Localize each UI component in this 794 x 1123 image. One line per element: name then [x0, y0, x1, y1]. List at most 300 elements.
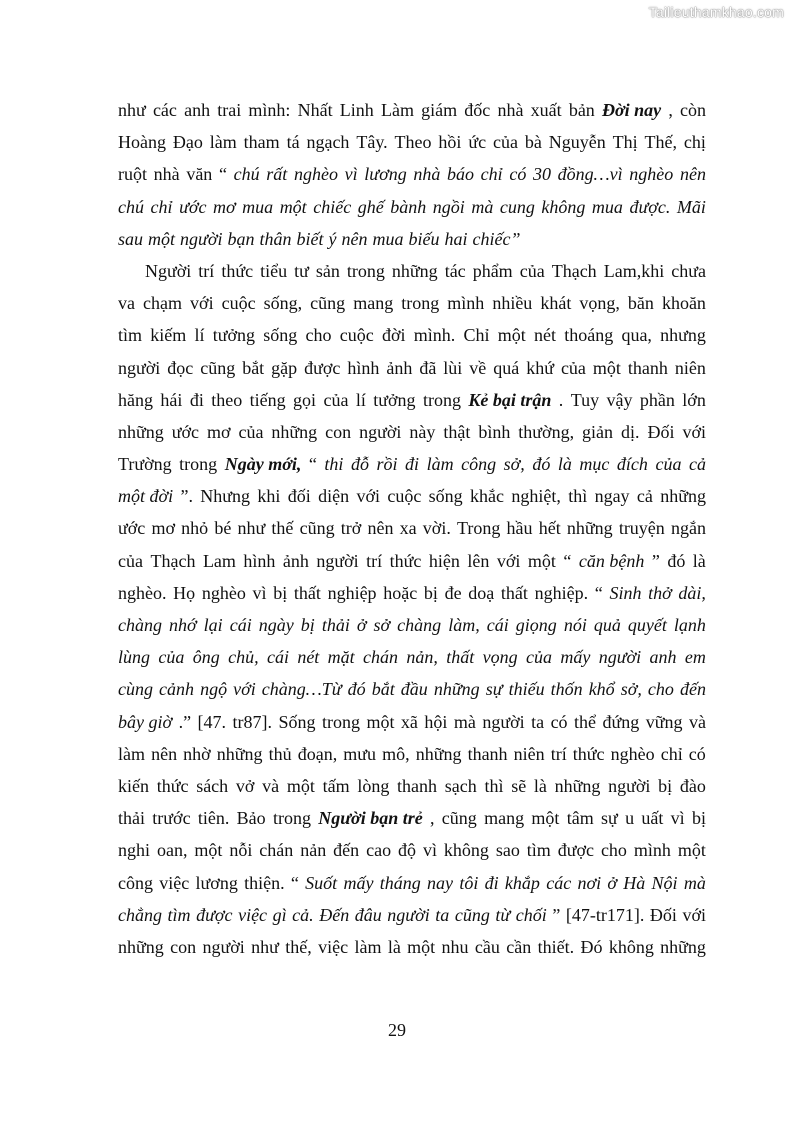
- word: chỉ: [150, 196, 173, 217]
- word: tham: [243, 132, 280, 153]
- word: căn bệnh: [578, 550, 645, 571]
- word: báo: [447, 164, 475, 185]
- word: đích: [616, 454, 648, 475]
- word: mình:: [248, 100, 291, 120]
- word: giản: [582, 421, 614, 442]
- word: mơ: [151, 518, 175, 539]
- word: qua,: [621, 325, 652, 346]
- word: nét: [297, 647, 320, 668]
- word: đời: [381, 325, 406, 346]
- text-line: [118, 673, 706, 705]
- word: ước: [179, 196, 207, 217]
- word: chẳng: [118, 904, 162, 925]
- word: trí: [550, 743, 567, 764]
- word: u: [625, 808, 635, 829]
- word: Chỉ: [463, 325, 490, 346]
- word: chưa: [671, 260, 706, 281]
- word: việc: [238, 904, 268, 925]
- text-line: [118, 448, 706, 480]
- word: nản: [300, 840, 327, 861]
- word: đào: [679, 775, 706, 796]
- word: độ: [398, 840, 417, 861]
- word: Nhưng: [200, 486, 251, 507]
- word: cung: [499, 196, 535, 217]
- word: được: [557, 840, 594, 861]
- word: 30: [532, 164, 551, 185]
- word: cao: [366, 840, 392, 861]
- word: em: [684, 647, 706, 668]
- word: thất: [293, 582, 321, 603]
- text-line: [118, 480, 706, 512]
- word: niên: [513, 743, 545, 764]
- word: mang: [353, 293, 394, 314]
- word: thốn: [550, 679, 583, 700]
- word: người: [180, 228, 223, 249]
- word: Trường: [118, 454, 172, 475]
- word: bị: [273, 582, 288, 603]
- word: anh: [184, 100, 211, 120]
- word: là: [557, 454, 572, 475]
- word: nghiệt,: [511, 486, 561, 507]
- word: nhưng: [660, 325, 706, 346]
- word: nghiệp.: [534, 582, 589, 603]
- word: ”: [552, 904, 561, 925]
- word: ngắn: [670, 518, 706, 539]
- word: trai: [217, 100, 242, 120]
- word: Nguyễn: [548, 132, 606, 153]
- word: ngay: [594, 486, 630, 507]
- word: bị: [658, 775, 673, 796]
- word: thì: [484, 775, 504, 796]
- word: mình.: [413, 325, 456, 346]
- word: tiếng: [249, 389, 286, 410]
- word: sở: [373, 615, 391, 635]
- word: trước: [152, 808, 191, 829]
- word: truyện: [618, 518, 665, 539]
- word: lí: [355, 389, 366, 410]
- word: mà: [453, 711, 476, 732]
- word: khổ: [588, 679, 615, 700]
- word: nản,: [406, 647, 438, 668]
- word: cần: [506, 936, 532, 957]
- word: sạch: [444, 775, 477, 796]
- word: [47.: [197, 711, 227, 732]
- word: rồi: [376, 454, 398, 475]
- text-line: [118, 641, 706, 673]
- word: một: [677, 840, 706, 861]
- word: các: [546, 872, 572, 893]
- word: thanh: [467, 743, 508, 764]
- text-line: [118, 94, 706, 126]
- word: Làm: [380, 100, 414, 120]
- word: cuộc: [387, 486, 422, 507]
- word: nhà: [497, 100, 524, 120]
- text-line: [118, 319, 706, 351]
- word: mang: [484, 808, 525, 829]
- word: như: [237, 518, 266, 539]
- word: ức: [468, 132, 487, 153]
- word: xuất: [530, 100, 562, 120]
- word: vọng,: [579, 293, 620, 314]
- word: Lam: [202, 550, 236, 571]
- word: Đạo: [172, 132, 203, 153]
- word: cầu: [474, 936, 500, 957]
- word: mơ: [206, 421, 231, 442]
- word: với: [356, 486, 380, 507]
- word: nghi: [118, 840, 151, 861]
- word: oan,: [156, 840, 188, 861]
- word: này: [409, 421, 436, 442]
- word: còn: [680, 100, 706, 120]
- word: Nhất: [297, 100, 333, 120]
- word: Theo: [394, 132, 432, 153]
- word: sẽ: [511, 775, 527, 796]
- word: bây giờ: [118, 711, 173, 732]
- word: của: [238, 421, 264, 442]
- word: lên: [467, 550, 490, 571]
- word: người: [482, 711, 525, 732]
- word: người: [608, 775, 651, 796]
- word: với: [682, 421, 706, 442]
- word: Đối: [649, 904, 677, 925]
- word: biết: [296, 228, 324, 249]
- word: Đời nay: [601, 100, 662, 120]
- text-line: [118, 545, 706, 577]
- word: anh: [649, 647, 677, 668]
- word: vững: [645, 711, 683, 732]
- word: phẩm: [472, 260, 513, 281]
- word: nên: [679, 164, 706, 185]
- word: Kẻ bại trận: [468, 389, 552, 410]
- word: sự: [485, 679, 503, 700]
- word: kiếm: [150, 325, 187, 346]
- word: ruột: [118, 164, 147, 185]
- word: chàng: [118, 615, 162, 635]
- word: mà: [471, 196, 494, 217]
- word: sở,: [503, 454, 525, 475]
- word: ước: [118, 518, 146, 539]
- text-line: [118, 867, 706, 899]
- word: khi: [257, 486, 281, 507]
- word: những: [118, 421, 164, 442]
- word: không: [541, 196, 586, 217]
- word: khát: [540, 293, 572, 314]
- word: đứng: [602, 711, 640, 732]
- word: cuộc: [221, 293, 256, 314]
- word: một: [497, 325, 526, 346]
- word: tháng: [379, 872, 421, 893]
- word: vì: [670, 808, 685, 829]
- word: ,: [430, 808, 435, 829]
- word: có: [550, 711, 568, 732]
- word: có: [688, 743, 706, 764]
- word: ảnh: [282, 550, 309, 571]
- word: tôi: [459, 872, 479, 893]
- word: khắp: [504, 872, 540, 893]
- word: va: [118, 293, 135, 314]
- word: Trong: [457, 518, 501, 539]
- word: ghế: [357, 196, 384, 217]
- word: đốc: [464, 100, 491, 120]
- word: tấm: [322, 775, 350, 796]
- word: sự: [601, 808, 618, 829]
- word: xã: [400, 711, 418, 732]
- word: không: [443, 840, 489, 861]
- word: một: [527, 550, 556, 571]
- word: thủ: [268, 743, 292, 764]
- word: người: [118, 357, 161, 378]
- word: cái: [486, 615, 509, 635]
- word: người: [359, 421, 402, 442]
- word: tá: [286, 132, 300, 153]
- word: sống: [263, 325, 298, 346]
- word: giọng: [515, 615, 557, 635]
- word: nên: [151, 743, 178, 764]
- word: vì: [344, 164, 358, 185]
- word: Đối: [647, 421, 675, 442]
- word: con: [170, 936, 197, 957]
- word: nơi: [577, 872, 602, 893]
- word: nghèo: [629, 164, 674, 185]
- word: hội: [424, 711, 448, 732]
- word: thường,: [518, 421, 575, 442]
- word: thì: [568, 486, 588, 507]
- word: thất: [500, 582, 528, 603]
- word: mấy: [343, 872, 374, 893]
- word: tâm: [566, 808, 594, 829]
- word: bạn: [227, 228, 255, 249]
- word: trí: [198, 260, 215, 281]
- word: được: [196, 904, 233, 925]
- word: khoăn: [661, 293, 706, 314]
- page-number: 29: [388, 1020, 406, 1040]
- word: của: [492, 132, 518, 153]
- word: Nội: [651, 872, 678, 893]
- word: một: [279, 196, 307, 217]
- word: cả: [688, 454, 706, 475]
- word: khắc: [470, 486, 505, 507]
- word: bé: [214, 518, 232, 539]
- word: tiểu: [260, 260, 288, 281]
- word: những: [415, 743, 462, 764]
- word: hình: [347, 357, 380, 378]
- word: tìm: [118, 325, 143, 346]
- word: diện: [318, 486, 350, 507]
- word: làm: [426, 454, 454, 475]
- word: nét: [533, 325, 556, 346]
- word: ở: [356, 615, 367, 635]
- word: Người bạn trẻ: [318, 808, 423, 829]
- word: vở: [235, 775, 255, 796]
- word: được.: [629, 196, 671, 217]
- word: gặp: [271, 357, 298, 378]
- word: bắt: [242, 357, 265, 378]
- word: người: [202, 936, 245, 957]
- word: hết: [538, 518, 561, 539]
- word: hái: [160, 389, 183, 410]
- word: một: [286, 775, 315, 796]
- word: bành: [390, 196, 427, 217]
- word: uất: [641, 808, 664, 829]
- text-line: [118, 384, 706, 416]
- word: chiếc: [313, 196, 352, 217]
- word: của: [118, 550, 143, 571]
- word: nên: [367, 518, 394, 539]
- word: đó: [532, 454, 551, 475]
- word: sách: [196, 775, 229, 796]
- word: tưởng: [373, 389, 416, 410]
- word: thanh: [397, 775, 438, 796]
- text-line: [118, 255, 706, 287]
- word: của: [655, 454, 682, 475]
- word: ngộ: [200, 679, 228, 700]
- word: đe: [444, 582, 462, 603]
- word: nỗi: [229, 840, 253, 861]
- word: trong: [401, 293, 440, 314]
- word: .”: [178, 711, 192, 732]
- word: đối: [287, 486, 311, 507]
- word: thế: [271, 518, 294, 539]
- word: .: [558, 389, 564, 410]
- text-line: [118, 126, 706, 158]
- word: nhỏ: [181, 518, 209, 539]
- word: Đó: [580, 936, 603, 957]
- word: cuộc: [339, 325, 374, 346]
- word: nghèo: [293, 164, 338, 185]
- word: thể: [574, 711, 597, 732]
- word: ngày: [258, 615, 294, 635]
- word: lòng: [357, 775, 390, 796]
- word: một: [366, 711, 395, 732]
- word: nói: [563, 615, 587, 635]
- word: gọi: [293, 389, 317, 410]
- word: nhu: [441, 936, 469, 957]
- word: của: [158, 647, 185, 668]
- word: hồi: [438, 132, 462, 153]
- word: thất: [446, 647, 475, 668]
- word: Mãi: [676, 196, 706, 217]
- word: kiến: [118, 775, 149, 796]
- word: Suốt: [305, 872, 338, 893]
- word: ta: [435, 904, 450, 925]
- word: cũng: [299, 518, 335, 539]
- document-body: [118, 94, 706, 963]
- word: là: [533, 775, 547, 796]
- word: trong: [346, 260, 385, 281]
- word: thanh: [627, 357, 668, 378]
- word: với: [233, 679, 256, 700]
- word: vì: [252, 582, 267, 603]
- word: trong: [422, 389, 461, 410]
- word: theo: [211, 389, 243, 410]
- word: hoặc: [383, 582, 418, 603]
- word: là: [692, 550, 706, 571]
- word: mình: [633, 840, 671, 861]
- word: không: [608, 936, 654, 957]
- word: sản: [315, 260, 340, 281]
- word: niên: [674, 357, 706, 378]
- word: mình: [447, 293, 485, 314]
- word: cái: [229, 615, 252, 635]
- word: tác: [444, 260, 466, 281]
- word: một: [531, 808, 560, 829]
- word: thế,: [285, 936, 312, 957]
- word: mơ: [213, 196, 236, 217]
- text-line: [118, 287, 706, 319]
- text-line: [118, 352, 706, 384]
- word: như: [118, 100, 146, 120]
- word: ”.: [180, 486, 193, 507]
- word: mua: [591, 196, 623, 217]
- word: của: [519, 260, 545, 281]
- word: “: [308, 454, 317, 475]
- text-line: [118, 577, 706, 609]
- word: thiếu: [508, 679, 545, 700]
- word: cả: [636, 486, 653, 507]
- word: [47-tr171].: [565, 904, 645, 925]
- word: tư: [294, 260, 309, 281]
- word: lạnh: [673, 615, 706, 635]
- word: thở: [648, 582, 672, 603]
- text-line: [118, 834, 706, 866]
- word: thức: [572, 743, 605, 764]
- word: lương: [364, 164, 407, 185]
- word: chị: [683, 132, 706, 153]
- word: biếu: [408, 228, 440, 249]
- word: cho: [647, 679, 674, 700]
- word: “: [594, 582, 603, 603]
- word: bắt: [371, 679, 395, 700]
- word: vì: [422, 840, 437, 861]
- word: Tây.: [356, 132, 388, 153]
- word: những: [216, 743, 263, 764]
- word: lùng: [118, 647, 151, 668]
- word: chối: [515, 904, 547, 925]
- word: của: [525, 647, 552, 668]
- word: thức: [156, 775, 189, 796]
- word: Thế,: [644, 132, 677, 153]
- word: cũng: [310, 293, 346, 314]
- word: vọng: [482, 647, 518, 668]
- word: trí: [366, 550, 383, 571]
- word: sống,: [263, 293, 303, 314]
- word: Sinh: [609, 582, 642, 603]
- word: mà: [683, 872, 706, 893]
- word: ông: [192, 647, 220, 668]
- word: “: [563, 550, 572, 571]
- word: mấy: [560, 647, 591, 668]
- word: lương: [195, 872, 238, 893]
- word: Hoàng: [118, 132, 166, 153]
- word: một: [407, 936, 436, 957]
- word: sở,: [620, 679, 642, 700]
- word: người: [316, 550, 359, 571]
- word: với: [682, 904, 706, 925]
- word: nay: [427, 872, 454, 893]
- word: chú: [118, 196, 144, 217]
- word: ngạch: [306, 132, 350, 153]
- text-line: [118, 738, 706, 770]
- word: nhiều: [492, 293, 533, 314]
- text-line: [118, 770, 706, 802]
- word: mua: [242, 196, 274, 217]
- word: làm: [209, 132, 237, 153]
- word: tìm: [526, 840, 551, 861]
- word: rất: [266, 164, 288, 185]
- word: của: [323, 389, 349, 410]
- text-line: [118, 191, 706, 223]
- word: thật: [443, 421, 471, 442]
